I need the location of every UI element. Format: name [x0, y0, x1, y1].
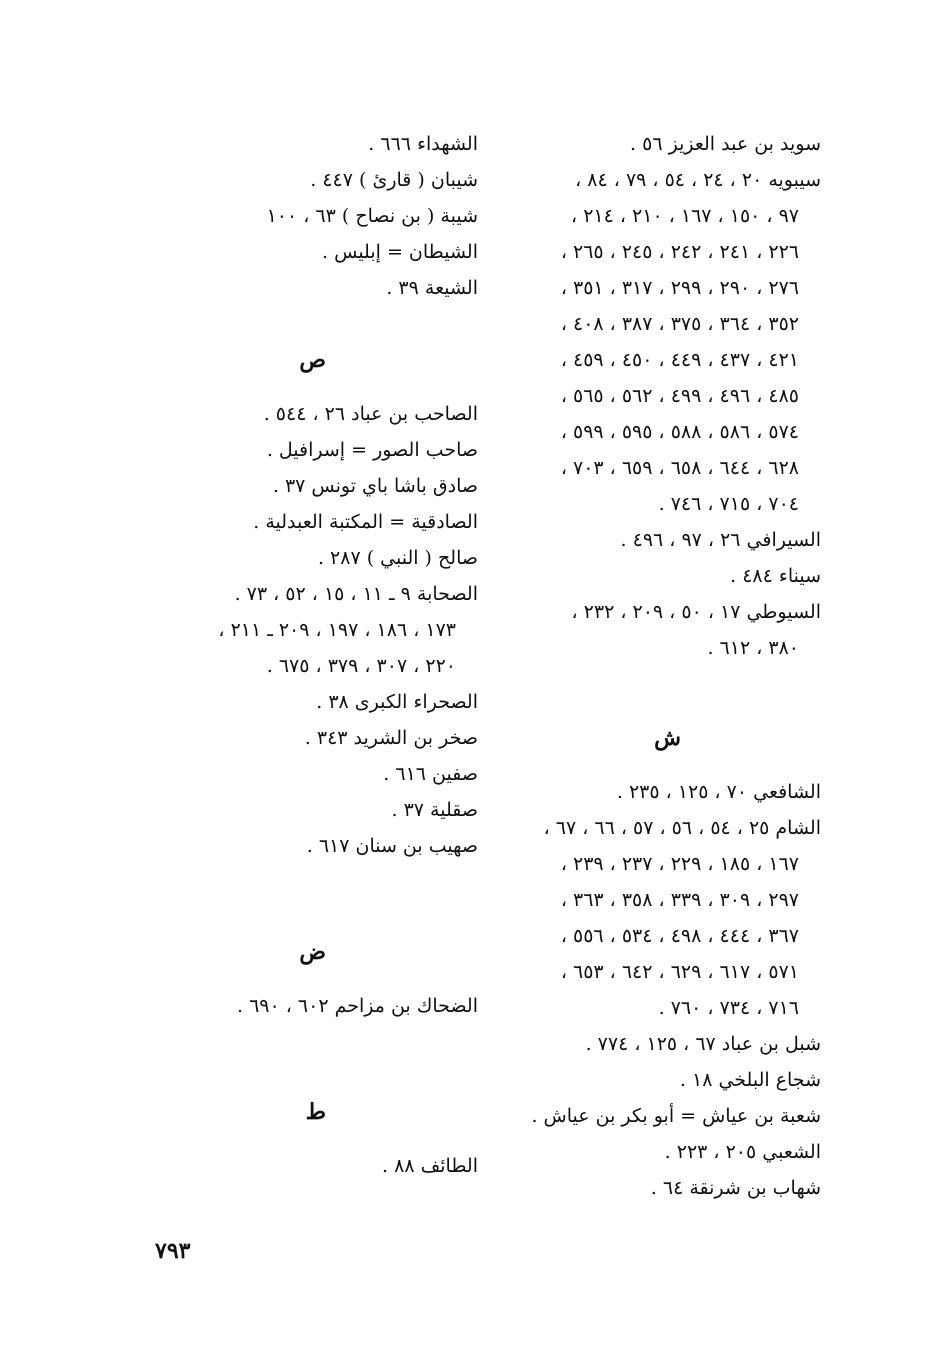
- index-entry: الصحراء الكبرى ٣٨ .: [316, 691, 478, 713]
- index-entry-continuation: ٣٥٢ ، ٣٦٤ ، ٣٧٥ ، ٣٨٧ ، ٤٠٨ ،: [560, 313, 799, 335]
- page-number: ٧٩٣: [155, 1238, 191, 1264]
- index-entry: شيبان ( قارئ ) ٤٤٧ .: [310, 169, 478, 191]
- section-letter: ص: [299, 347, 326, 373]
- index-entry: الشافعي ٧٠ ، ١٢٥ ، ٢٣٥ .: [616, 781, 821, 803]
- index-entry: السيوطي ١٧ ، ٥٠ ، ٢٠٩ ، ٢٣٢ ،: [571, 601, 821, 623]
- index-column-right: [491, 126, 821, 1206]
- index-entry-continuation: ٥٧٤ ، ٥٨٦ ، ٥٨٨ ، ٥٩٥ ، ٥٩٩ ،: [560, 421, 799, 443]
- index-entry: صهيب بن سنان ٦١٧ .: [306, 835, 478, 857]
- index-entry: صالح ( النبي ) ٢٨٧ .: [317, 547, 478, 569]
- index-entry: سويد بن عبد العزيز ٥٦ .: [630, 133, 821, 155]
- section-letter: ض: [299, 939, 326, 965]
- index-entry: شجاع البلخي ١٨ .: [679, 1069, 821, 1091]
- index-entry: صقلية ٣٧ .: [391, 799, 478, 821]
- index-entry: الصحابة ٩ ـ ١١ ، ١٥ ، ٥٢ ، ٧٣ .: [234, 583, 478, 605]
- index-entry-continuation: ٢٩٧ ، ٣٠٩ ، ٣٣٩ ، ٣٥٨ ، ٣٦٣ ،: [560, 889, 799, 911]
- index-entry: سيناء ٤٨٤ .: [730, 565, 821, 587]
- index-entry-continuation: ٣٦٧ ، ٤٤٤ ، ٤٩٨ ، ٥٣٤ ، ٥٥٦ ،: [560, 925, 799, 947]
- spacer: [491, 756, 821, 774]
- index-entry-continuation: ٢٢٠ ، ٣٠٧ ، ٣٧٩ ، ٦٧٥ .: [266, 655, 456, 677]
- index-entry: صادق باشا باي تونس ٣٧ .: [272, 475, 478, 497]
- section-letter: ط: [305, 1099, 326, 1125]
- index-entry: سيبويه ٢٠ ، ٢٤ ، ٥٤ ، ٧٩ ، ٨٤ ،: [575, 169, 821, 191]
- index-entry: شبل بن عباد ٦٧ ، ١٢٥ ، ٧٧٤ .: [585, 1033, 821, 1055]
- index-entry-continuation: ٧٠٤ ، ٧١٥ ، ٧٤٦ .: [658, 493, 799, 515]
- index-entry: صفين ٦١٦ .: [383, 763, 478, 785]
- spacer: [158, 306, 478, 342]
- index-entry: الشيطان = إبليس .: [322, 241, 478, 263]
- index-entry: شيبة ( بن نصاح ) ٦٣ ، ١٠٠: [266, 205, 478, 227]
- index-entry: شعبة بن عياش = أبو بكر بن عياش .: [531, 1105, 821, 1127]
- index-entry-continuation: ٤٢١ ، ٤٣٧ ، ٤٤٩ ، ٤٥٠ ، ٤٥٩ ،: [560, 349, 799, 371]
- section-letter: ش: [654, 725, 681, 751]
- index-entry: صخر بن الشريد ٣٤٣ .: [304, 727, 478, 749]
- spacer: [158, 864, 478, 934]
- index-entry-continuation: ٢٢٦ ، ٢٤١ ، ٢٤٢ ، ٢٤٥ ، ٢٦٥ ،: [560, 241, 799, 263]
- index-entry-continuation: ٢٧٦ ، ٢٩٠ ، ٢٩٩ ، ٣١٧ ، ٣٥١ ،: [560, 277, 799, 299]
- index-entry-continuation: ٦٢٨ ، ٦٤٤ ، ٦٥٨ ، ٦٥٩ ، ٧٠٣ ،: [560, 457, 799, 479]
- index-entry-continuation: ٧١٦ ، ٧٣٤ ، ٧٦٠ .: [658, 997, 799, 1019]
- index-entry: صاحب الصور = إسرافيل .: [266, 439, 478, 461]
- index-entry-continuation: ١٦٧ ، ١٨٥ ، ٢٢٩ ، ٢٣٧ ، ٢٣٩ ،: [560, 853, 799, 875]
- index-entry-continuation: ٩٧ ، ١٥٠ ، ١٦٧ ، ٢١٠ ، ٢١٤ ،: [571, 205, 799, 227]
- index-entry: الشهداء ٦٦٦ .: [368, 133, 478, 155]
- index-entry: الصاحب بن عباد ٢٦ ، ٥٤٤ .: [263, 403, 478, 425]
- spacer: [491, 666, 821, 720]
- spacer: [158, 378, 478, 396]
- spacer: [158, 970, 478, 988]
- index-entry: الشيعة ٣٩ .: [386, 277, 478, 299]
- index-entry-continuation: ٥٧١ ، ٦١٧ ، ٦٢٩ ، ٦٤٢ ، ٦٥٣ ،: [560, 961, 799, 983]
- index-entry-continuation: ٣٨٠ ، ٦١٢ .: [707, 637, 799, 659]
- index-column-left: [158, 126, 478, 1184]
- index-entry-continuation: ١٧٣ ، ١٨٦ ، ١٩٧ ، ٢٠٩ ـ ٢١١ ،: [218, 619, 456, 641]
- index-entry: الصادقية = المكتبة العبدلية .: [253, 511, 478, 533]
- index-entry: شهاب بن شرنقة ٦٤ .: [650, 1177, 821, 1199]
- spacer: [158, 1024, 478, 1094]
- index-entry: الشام ٢٥ ، ٥٤ ، ٥٦ ، ٥٧ ، ٦٦ ، ٦٧ ،: [543, 817, 821, 839]
- index-entry: الضحاك بن مزاحم ٦٠٢ ، ٦٩٠ .: [236, 995, 478, 1017]
- spacer: [158, 1130, 478, 1148]
- index-entry: السيرافي ٢٦ ، ٩٧ ، ٤٩٦ .: [620, 529, 821, 551]
- index-entry-continuation: ٤٨٥ ، ٤٩٦ ، ٤٩٩ ، ٥٦٢ ، ٥٦٥ ،: [560, 385, 799, 407]
- index-entry: الطائف ٨٨ .: [382, 1155, 478, 1177]
- index-entry: الشعبي ٢٠٥ ، ٢٢٣ .: [664, 1141, 821, 1163]
